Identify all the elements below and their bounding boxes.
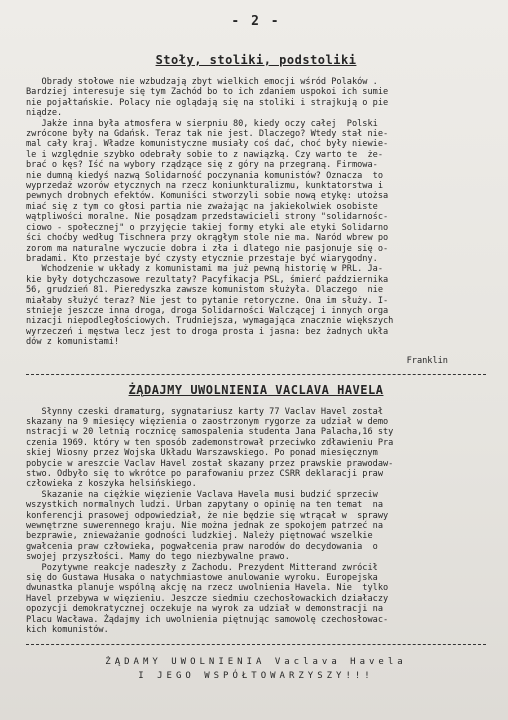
section-divider [26, 374, 486, 375]
page-number: - 2 - [231, 14, 281, 29]
article-body-havel: Słynny czeski dramaturg, sygnatariusz karty 77 Vaclav Havel został skazany na 9 miesięcy więzienia o zaostrzonym rygorze za udział w demo nstracji w 20 letnią rocznicę samospalenia studenta Jana Palacha,16 sty czenia 1969. który w ten sposób zademonstrował przeciwko zdławieniu Pra skiej Wiosny przez Wojska Układu Warszawskiego. Po ponad miesięcznym pobycie w areszcie Vaclav Havel został skazany przez prawskie prawodaw- stwo. Odbyło się to wkrótce po parafowaniu przez CSRR deklaracji praw człowieka z koszyka helsińskiego. Skazanie na ciężkie więzienie Vaclava Havela musi budzić sprzeciw wszystkich normalnych ludzi. Urban zapytany o opinię na ten temat na konferencji prasowej odpowiedział, że nie będzie się wtrącał w sprawy wewnętrzne suwerennego kraju. Nie można jednak ze spokojem patrzeć na bezprawie, znieważanie godności ludzkiej. Należy piętnować wszelkie gwałcenia praw człowieka, pogwałcenia praw narodów do decydowania o swojej przyszłości. Mamy do tego niezbywalne prawo. Pozytywne reakcje nadeszły z Zachodu. Prezydent Mitterand zwrócił się do Gustawa Husaka o natychmiastowe anulowanie wyroku. Europejska dwunastka planuje wspólną akcję na rzecz uwolnienia Havela. Nie tylko Havel przebywa w więzieniu. Jeszcze siedmiu czechosłowackich działaczy opozycji demokratycznej oczekuje na wyrok za udział w demonstracji na Placu Wacława. Żądajmy ich uwolnienia piętnując samowolę czechosłowac- kich komunistów. [26, 406, 394, 636]
article-body-tables: Obrady stołowe nie wzbudzają zbyt wielkich emocji wśród Polaków . Bardziej interesuje się tym Zachód bo to ich zdaniem uspokoi ich sumie nie pojałtańskie. Polacy nie oglądają się na stoliki i strajkują o pie niądze. Jakże inna była atmosfera w sierpniu 80, kiedy oczy całej Polski zwrócone były na Gdańsk. Teraz tak nie jest. Dlaczego? Wtedy stał nie- mal cały kraj. Władze komunistyczne musiały coś dać, choć były niewie- le i względnie szybko odebrały sobie to z nawiązką. Czy warto te że- brać o kęs? Iść na wybory rządzące się z góry na przegraną. Firmowa- nie dumną kiedyś nazwą Solidarność poczynania komunistów? Oznacza to wyprzedaż wzorów etycznych na rzecz koniunkturalizmu, kunktatorstwa i pewnych drobnych efektów. Komuniści stworzyli sobie nową etykę: utożsa miać się z tym co głosi partia nie zważając na jakiekolwiek osobiste wątpliwości moralne. Nie posądzam przedstawicieli strony "solidarnośc- ciowo - społecznej" o przyjęcie takiej formy etyki ale etyki Solidarno ści choćby według Tischnera przy okrągłym stole nie ma. Naród wbrew po zorom ma naturalne wyczucie dobra i zła i dlatego nie pasjonuje się o- bradami. Kto przestaje być czysty etycznie przestaje być wiarygodny. Wchodzenie w układy z komunistami ma już pewną historię w PRL. Ja- kie były dotychczasowe rezultaty? Pacyfikacja PSL, śmierć października 56, grudzień 81. Pieredyszka zawsze komunistom służyła. Dlaczego nie miałaby służyć teraz? Nie jest to pytanie retoryczne. Ona im służy. I- stnieje jeszcze inna droga, droga Solidarności Walczącej i innych orga nizacji niepodległościowych. Trudniejsza, wymagająca znacznie większych wyrzeczeń i męstwa lecz jest to droga prosta i jasna: bez żadnych ukła dów z komunistami! [26, 77, 394, 348]
slogan-line-1: ŻĄDAMY UWOLNIENIA Vaclava Havela [105, 656, 407, 667]
article-title-tables: Stoły, stoliki, podstoliki [155, 53, 357, 67]
footer-divider [26, 644, 486, 645]
slogan-line-2: I JEGO WSPÓŁTOWARZYSZY!!! [138, 670, 374, 681]
author-signature: Franklin [406, 355, 448, 366]
article-title-havel: ŻĄDAJMY UWOLNIENIA VACLAVA HAVELA [128, 382, 384, 397]
